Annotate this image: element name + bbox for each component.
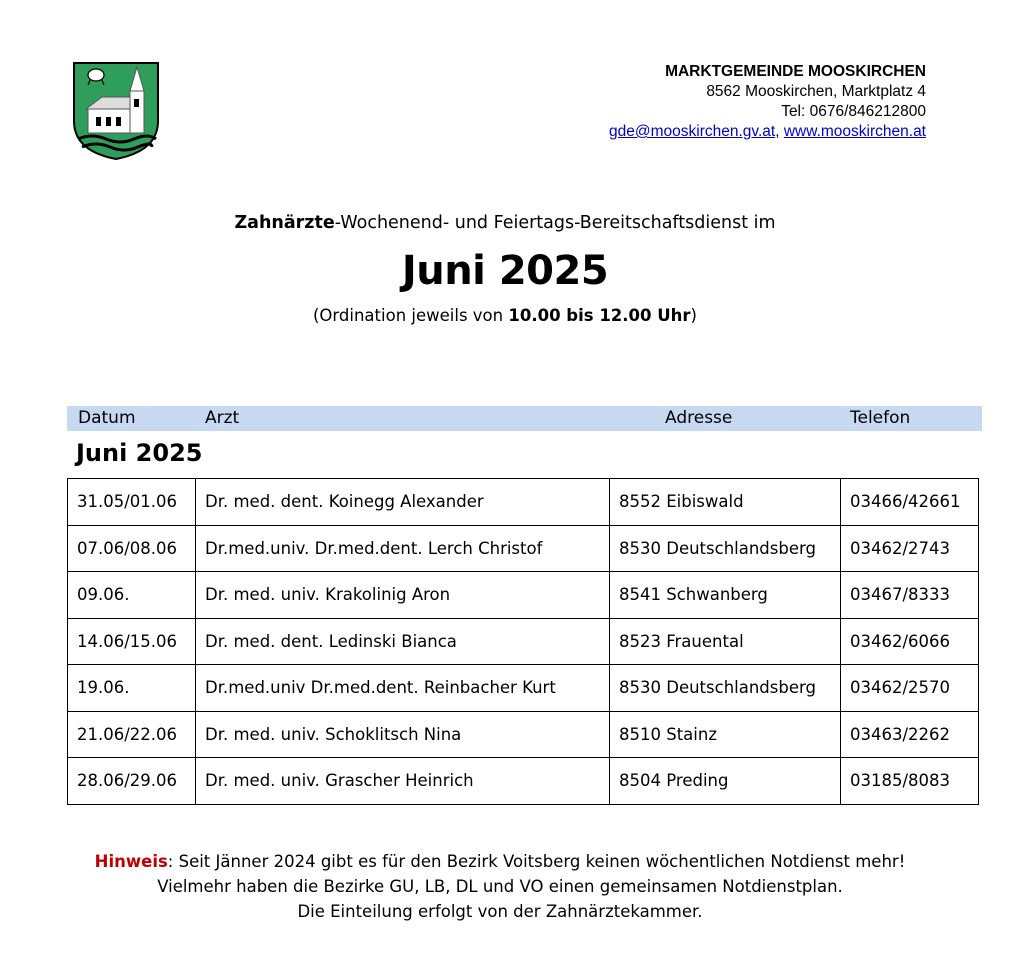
table-row (68, 758, 979, 805)
doctor-cell: Dr. med. univ. Schoklitsch Nina (196, 711, 610, 758)
address-cell: 8552 Eibiswald (610, 479, 841, 526)
address-cell: 8504 Preding (610, 758, 841, 805)
document-title: Juni 2025 (401, 248, 609, 294)
doctor-cell: Dr. med. dent. Koinegg Alexander (196, 479, 610, 526)
coat-of-arms-icon (72, 61, 160, 161)
duty-table (67, 478, 979, 805)
notice (0, 849, 1000, 924)
date-cell: 19.06. (68, 665, 196, 712)
address-cell: 8510 Stainz (610, 711, 841, 758)
email-link[interactable]: gde@mooskirchen.gv.at (609, 123, 776, 140)
table-row (68, 525, 979, 572)
address-cell: 8523 Frauental (610, 618, 841, 665)
table-row (68, 572, 979, 619)
date-cell: 14.06/15.06 (68, 618, 196, 665)
address-cell: 8541 Schwanberg (610, 572, 841, 619)
phone-cell: 03463/2262 (841, 711, 979, 758)
date-cell: 31.05/01.06 (68, 479, 196, 526)
address-cell: 8530 Deutschlandsberg (610, 665, 841, 712)
notice-line-2: Vielmehr haben die Bezirke GU, LB, DL und VO einen gemeinsamen Notdienstplan. (157, 877, 843, 896)
organization-address: 8562 Mooskirchen, Marktplatz 4 (706, 83, 926, 100)
date-cell: 07.06/08.06 (68, 525, 196, 572)
organization-name: MARKTGEMEINDE MOOSKIRCHEN (665, 63, 926, 80)
doctor-cell: Dr. med. univ. Grascher Heinrich (196, 758, 610, 805)
table-row (68, 665, 979, 712)
organization-phone: Tel: 0676/846212800 (781, 103, 926, 120)
doctor-cell: Dr.med.univ. Dr.med.dent. Lerch Christof (196, 525, 610, 572)
header-phone: Telefon (850, 408, 911, 428)
table-row (68, 479, 979, 526)
document-subtitle (0, 213, 1010, 233)
phone-cell: 03462/2743 (841, 525, 979, 572)
table-row (68, 618, 979, 665)
phone-cell: 03185/8083 (841, 758, 979, 805)
date-cell: 09.06. (68, 572, 196, 619)
address-cell: 8530 Deutschlandsberg (610, 525, 841, 572)
hours-time: 10.00 bis 12.00 Uhr (508, 306, 691, 325)
letterhead (609, 62, 926, 142)
month-heading: Juni 2025 (76, 439, 203, 467)
hours-suffix: ) (690, 306, 697, 325)
table-row (68, 711, 979, 758)
phone-cell: 03462/6066 (841, 618, 979, 665)
header-address: Adresse (665, 408, 733, 428)
notice-label: Hinweis (94, 852, 168, 871)
notice-line-1: : Seit Jänner 2024 gibt es für den Bezirk Voitsberg keinen wöchentlichen Notdienst mehr! (167, 852, 906, 871)
phone-cell: 03467/8333 (841, 572, 979, 619)
notice-line-3: Die Einteilung erfolgt von der Zahnärztekammer. (297, 902, 703, 921)
subtitle-bold: Zahnärzte (234, 213, 335, 233)
doctor-cell: Dr.med.univ Dr.med.dent. Reinbacher Kurt (196, 665, 610, 712)
subtitle-rest: -Wochenend- und Feiertags-Bereitschaftsdienst im (334, 213, 776, 233)
office-hours (0, 306, 1010, 325)
doctor-cell: Dr. med. dent. Ledinski Bianca (196, 618, 610, 665)
phone-cell: 03462/2570 (841, 665, 979, 712)
date-cell: 28.06/29.06 (68, 758, 196, 805)
date-cell: 21.06/22.06 (68, 711, 196, 758)
link-separator: , (775, 123, 784, 140)
hours-prefix: (Ordination jeweils von (313, 306, 509, 325)
header-date: Datum (78, 408, 136, 428)
doctor-cell: Dr. med. univ. Krakolinig Aron (196, 572, 610, 619)
table-header (67, 406, 982, 431)
website-link[interactable]: www.mooskirchen.at (783, 123, 926, 140)
phone-cell: 03466/42661 (841, 479, 979, 526)
header-doctor: Arzt (205, 408, 240, 428)
